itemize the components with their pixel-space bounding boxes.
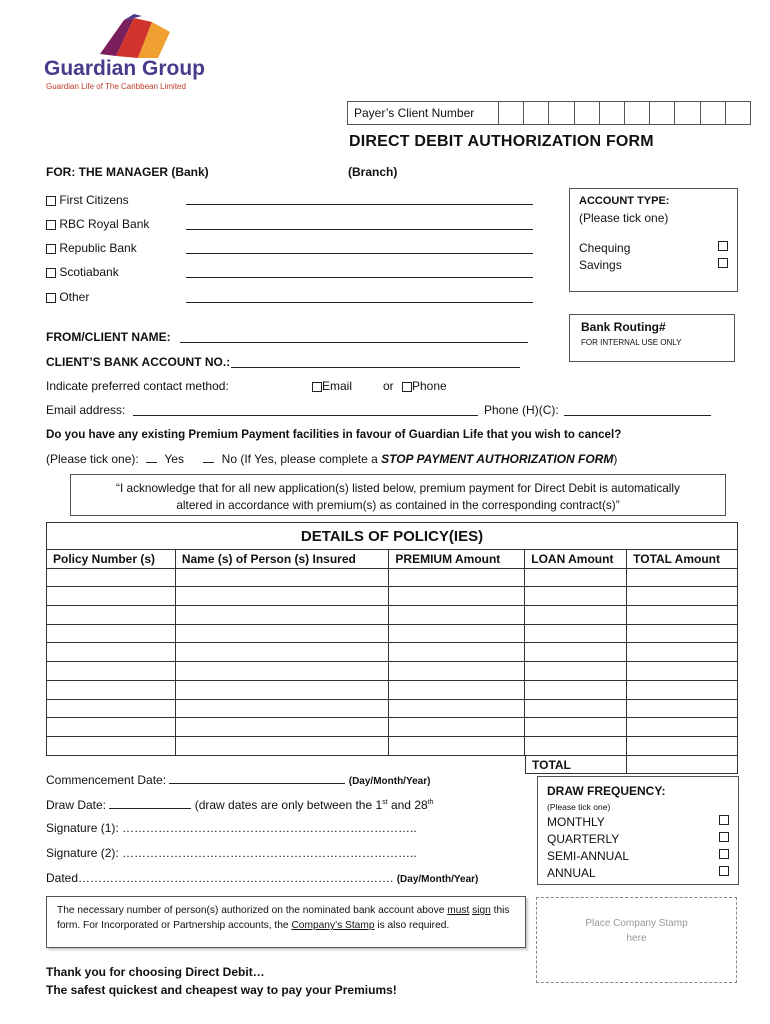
notice-company-stamp: Company’s Stamp [291,920,375,931]
frequency-label: ANNUAL [547,866,596,880]
frequency-label: SEMI-ANNUAL [547,849,630,863]
draw-date-st: st [382,799,388,806]
bank-row[interactable] [46,241,137,255]
bank-row[interactable] [46,217,149,231]
chequing-checkbox[interactable] [718,241,728,251]
quarterly-checkbox[interactable] [719,832,729,842]
branch-line[interactable] [186,242,533,254]
client-number-label: Payer’s Client Number [348,102,499,124]
frequency-option[interactable] [547,832,729,846]
account-option[interactable] [579,241,728,255]
phone-label: Phone (H)(C): [484,403,559,417]
bank-routing-note: FOR INTERNAL USE ONLY [581,338,682,347]
table-row[interactable] [47,587,738,606]
account-type-box [569,188,738,292]
policy-header: Name (s) of Person (s) Insured [175,550,389,569]
draw-date-note: (draw dates are only between the 1 [194,798,383,812]
table-row[interactable] [47,568,738,587]
notice-must: must [447,905,470,916]
tagline-line: The safest quickest and cheapest way to pay your Premiums! [46,983,397,997]
commencement-line[interactable] [169,772,345,784]
frequency-label: QUARTERLY [547,832,620,846]
bank-label: Other [59,290,90,304]
client-number-field[interactable] [347,101,751,125]
stamp-placeholder: Place Company Stamp here [585,918,688,944]
logo [44,14,214,94]
yes-tick-line[interactable] [146,453,157,463]
table-row[interactable] [47,606,738,625]
dated-line[interactable]: Dated……………………………………………………………………. [46,871,394,885]
yes-label: Yes [164,452,184,466]
table-row[interactable] [47,643,738,662]
total-cell[interactable] [627,756,738,774]
phone-line[interactable] [564,403,711,416]
table-row[interactable] [47,662,738,681]
frequency-label: MONTHLY [547,815,605,829]
for-manager-label: FOR: THE MANAGER (Bank) [46,165,209,179]
draw-date-label: Draw Date: [46,798,107,812]
savings-checkbox[interactable] [718,258,728,268]
draw-date-line[interactable] [109,797,191,809]
client-account-label: CLIENT’S BANK ACCOUNT NO.: [46,355,231,369]
commencement-label: Commencement Date: [46,773,167,787]
semi-annual-checkbox[interactable] [719,849,729,859]
account-option-label: Chequing [579,241,631,255]
close-paren: ) [613,452,618,466]
policy-header: TOTAL Amount [627,550,738,569]
draw-date-row [46,797,434,812]
acknowledge-line: “I acknowledge that for all new application(s) listed below, premium payment for Direct Debit is automatically [116,481,680,495]
existing-question: Do you have any existing Premium Payment facilities in favour of Guardian Life that you wish to cancel? [46,428,622,441]
no-tick-line[interactable] [203,453,214,463]
cancel-options [46,452,617,466]
policy-header: PREMIUM Amount [389,550,525,569]
table-row[interactable] [47,699,738,718]
stop-form-label: STOP PAYMENT AUTHORIZATION FORM [381,452,614,466]
branch-label: (Branch) [348,165,398,179]
logo-tagline: Guardian Life of The Caribbean Limited [46,82,186,91]
account-option-label: Savings [579,258,622,272]
bank-checkbox[interactable] [46,268,56,278]
branch-line[interactable] [186,218,533,230]
branch-line[interactable] [186,193,533,205]
commencement-format: (Day/Month/Year) [348,776,431,787]
table-row[interactable] [47,680,738,699]
email-address-label: Email address: [46,403,126,417]
notice-text: The necessary number of person(s) authorized on the nominated bank account above [57,905,448,916]
acknowledge-line: altered in accordance with premium(s) as contained in the corresponding contract(s)” [176,498,620,512]
bank-checkbox[interactable] [46,196,56,206]
annual-checkbox[interactable] [719,866,729,876]
contact-email-option[interactable] [312,379,352,393]
draw-date-th: th [427,799,434,806]
table-row[interactable] [47,718,738,737]
from-client-label: FROM/CLIENT NAME: [46,330,171,344]
notice-text: is also required. [374,920,450,931]
dated-row [46,871,478,885]
email-checkbox[interactable] [312,382,322,392]
bank-routing-box [569,314,735,362]
contact-method-label: Indicate preferred contact method: [46,379,229,393]
contact-phone-option[interactable] [402,379,447,393]
bank-label: Republic Bank [59,241,137,255]
frequency-option[interactable] [547,849,729,863]
acknowledgement-box [70,474,726,516]
draw-frequency-title: DRAW FREQUENCY: [547,784,666,798]
policy-header: Policy Number (s) [47,550,176,569]
thank-you-line: Thank you for choosing Direct Debit… [46,965,265,979]
email-address-line[interactable] [133,403,478,416]
draw-frequency-box [537,776,739,885]
notice-text: this form. For Incorporated or Partnership accounts, the [57,905,510,931]
account-type-instruction: (Please tick one) [579,211,669,225]
draw-date-and: and 28 [387,798,428,812]
bank-routing-title: Bank Routing# [581,320,666,334]
policy-table [46,522,738,774]
contact-or: or [383,379,394,393]
dated-format: (Day/Month/Year) [396,874,479,885]
table-row[interactable] [47,736,738,755]
bank-row[interactable] [46,290,89,304]
frequency-option[interactable] [547,866,729,880]
notice-sign: sign [472,905,491,916]
client-name-line[interactable] [180,330,528,343]
form-title: DIRECT DEBIT AUTHORIZATION FORM [349,133,654,150]
branch-line[interactable] [186,291,533,303]
client-account-line[interactable] [231,355,520,368]
no-label: No (If Yes, please complete a [221,452,378,466]
logo-name: Guardian Group [44,57,206,80]
table-row[interactable] [47,624,738,643]
bank-row[interactable] [46,265,119,279]
company-stamp-area[interactable] [536,897,737,983]
bank-checkbox[interactable] [46,293,56,303]
bank-label: Scotiabank [59,265,119,279]
policy-header: LOAN Amount [525,550,627,569]
policy-table-title: DETAILS OF POLICY(IES) [46,522,738,549]
total-label: TOTAL [525,756,627,774]
commencement-row [46,772,430,787]
notice-box [46,896,526,948]
frequency-option[interactable] [547,815,729,829]
email-option-label: Email [322,379,353,393]
signature-1[interactable]: Signature (1): ……………………………………………………………….. [46,821,417,835]
bank-row[interactable] [46,193,129,207]
account-type-title: ACCOUNT TYPE: [579,195,670,207]
guardian-logo-mark-icon [94,14,174,60]
account-option[interactable] [579,258,728,272]
phone-checkbox[interactable] [402,382,412,392]
monthly-checkbox[interactable] [719,815,729,825]
bank-label: RBC Royal Bank [59,217,150,231]
bank-checkbox[interactable] [46,244,56,254]
phone-option-label: Phone [412,379,447,393]
branch-line[interactable] [186,266,533,278]
bank-checkbox[interactable] [46,220,56,230]
tick-one-label: (Please tick one): [46,452,139,466]
bank-label: First Citizens [59,193,129,207]
draw-frequency-instruction: (Please tick one) [547,802,611,812]
signature-2[interactable]: Signature (2): ……………………………………………………………….. [46,846,417,860]
